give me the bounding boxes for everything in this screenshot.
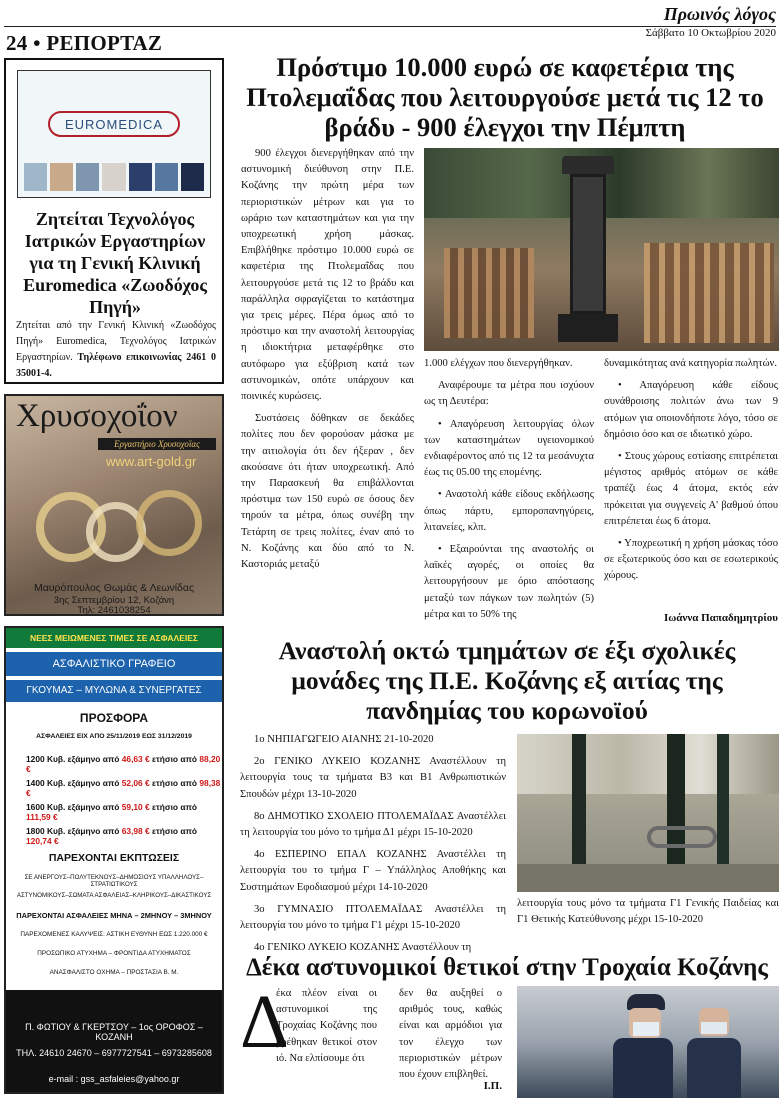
discount-line: ΣΕ ΑΝΕΡΓΟΥΣ–ΠΟΛΥΤΕΚΝΟΥΣ–ΔΗΜΟΣΙΟΥΣ ΥΠΑΛΛΗΛΟΥΣ–ΣΤΡΑΤΙΩΤΙΚΟΥΣ (24, 874, 204, 888)
contact-block (6, 990, 222, 1092)
euromedica-photo-strip (24, 163, 204, 191)
euromedica-heading: Ζητείται Τεχνολόγος Ιατρικών Εργαστηρίων για τη Γενική Κλινική Euromedica «Ζωοδόχος Πηγή» (23, 209, 207, 317)
price-row: 1400 Κυβ. εξάμηνο από 52,06 € ετήσιο από 98,38 € (26, 778, 221, 798)
cafe-photo (424, 148, 779, 351)
article2-continuation: λειτουργία τους μόνο τα τμήματα Γ1 Γενικής Παιδείας και Γ1 Θετικής Κατεύθυνσης μέχρι 15-10-2020 (517, 898, 779, 926)
jeweler-phone: Τηλ: 2461038254 (77, 605, 151, 616)
issue-date: Σάββατο 10 Οκτωβρίου 2020 (645, 27, 776, 39)
officer-figure (687, 1008, 741, 1098)
coverage-line: ΠΑΡΕΧΟΜΕΝΕΣ ΚΑΛΥΨΕΙΣ: ΑΣΤΙΚΗ ΕΥΘΥΝΗ ΕΩΣ 1.220.000 € (20, 931, 208, 938)
price-row: 1600 Κυβ. εξάμηνο από 59,10 € ετήσιο από 111,59 € (26, 802, 198, 822)
masthead: Πρωινός λόγος (663, 4, 776, 24)
chrysochoon-ad (4, 394, 224, 616)
insurance-office: ΑΣΦΑΛΙΣΤΙΚΟ ΓΡΑΦΕΙΟ (6, 652, 222, 676)
article1-col1: 900 έλεγχοι διενεργήθηκαν από την αστυνομική διεύθυνση στην Π.Ε. Κοζάνης την πρώτη μέρα των περιοριστικών μέτρων και για το ωράριο των καταστημάτων και για την υποχρεωτική χρήση μάσκας. Επιβλήθηκε πρόστιμο 10.000 ευρώ σε καφετέρια της Πτολεμαΐδας που λειτουργούσε μετά τις 12 το βράδυ και παράλληλα σφραγίζεται το κατάστημα για τρεις μέρες. Πέρα όμως από το πρόστιμο και την αναστολή λειτουργίας η ιδιοκτήτρια μεταφέρθηκε στο αυτόφωρο για εξύβριση κατά των αστυνομικών, οπότε υπάρχουν και ποινικές κυρώσεις. Συστάσεις δόθηκαν σε δεκάδες πολίτες που δεν φορούσαν μάσκα με την αιτιολογία ότι δεν ήξεραν , δεν ακούσανε ότι ήταν υποχρεωτική. Από την Παρασκευή θα επιβάλλονται πρόστιμα των 150 ευρώ σε όσους δεν τηρούν τα μέτρα, όπως συνέβη την Τετάρτη σε τρεις πολίτες, έναν από το Ν. Κοζάνης και δύο από το Ν. Καστοριάς μεταξύ (241, 148, 414, 571)
article3-dropcap: Δ (240, 980, 289, 1064)
office-phones: ΤΗΛ. 24610 24670 – 6977727541 – 6973285608 (16, 1048, 212, 1058)
article1-author: Ιωάννα Παπαδημητρίου (663, 612, 778, 624)
euromedica-logo-box (17, 70, 211, 198)
insurance-names: ΓΚΟΥΜΑΣ – ΜΥΛΩΝΑ & ΣΥΝΕΡΓΑΤΕΣ (6, 680, 222, 702)
patio-heater (562, 156, 614, 346)
article1-headline: Πρόστιμο 10.000 ευρώ σε καφετέρια της Πτολεμαΐδας που λειτουργούσε μετά τις 12 το βράδυ - 900 έλεγχοι την Πέμπτη (246, 52, 764, 142)
section-label: 24 • ΡΕΠΟΡΤΑΖ (6, 31, 163, 55)
article3-headline: Δέκα αστυνομικοί θετικοί στην Τροχαία Κοζάνης (246, 954, 768, 981)
jeweler-names: Μαυρόπουλος Θωμάς & Λεωνίδας (33, 582, 195, 594)
office-address: Π. ΦΩΤΙΟΥ & ΓΚΕΡΤΣΟΥ – 1ος ΟΡΟΦΟΣ – ΚΟΖΑΝΗ (25, 1022, 203, 1042)
brand-website: www.art-gold.gr (106, 454, 197, 469)
officer-figure (613, 994, 673, 1098)
article3-author: Ι.Π. (483, 1080, 502, 1092)
header-rule (4, 26, 776, 27)
euromedica-body: Ζητείται από την Γενική Κλινική «Ζωοδόχος Πηγή» Euromedica, Τεχνολόγος Ιατρικών Εργαστηρίων. Τηλέφωνο επικοινωνίας 2461 0 35001-4. (16, 320, 216, 379)
discounts-title: ΠΑΡΕΧΟΝΤΑΙ ΕΚΠΤΩΣΕΙΣ (48, 852, 180, 864)
insurance-ad (4, 626, 224, 1094)
price-row: 1800 Κυβ. εξάμηνο από 63,98 € ετήσιο από 120,74 € (26, 826, 198, 846)
coverage-line: ΑΝΑΣΦΑΛΙΣΤΟ ΟΧΗΜΑ – ΠΡΟΣΤΑΣΙΑ Β. Μ. (49, 969, 179, 976)
monthly-line: ΠΑΡΕΧΟΝΤΑΙ ΑΣΦΑΛΕΙΕΣ ΜΗΝΑ – 2ΜΗΝΟΥ – 3ΜΗΝΟΥ (16, 911, 212, 920)
price-row: 1200 Κυβ. εξάμηνο από 46,63 € ετήσιο από 88,20 € (26, 754, 221, 774)
rings-graphic (26, 482, 216, 582)
coverage-line: ΠΡΟΣΩΠΙΚΟ ΑΤΥΧΗΜΑ – ΦΡΟΝΤΙΔΑ ΑΤΥΧΗΜΑΤΟΣ (37, 950, 191, 957)
brand-name: Χρυσοχοΐον (16, 398, 178, 434)
office-email: e-mail : gss_asfaleies@yahoo.gr (48, 1074, 180, 1084)
euromedica-logo: EUROMEDICA (48, 111, 180, 137)
offer-period: ΑΣΦΑΛΕΙΕΣ ΕΙΧ ΑΠΟ 25/11/2019 ΕΩΣ 31/12/2019 (36, 733, 192, 740)
euromedica-ad (4, 58, 224, 384)
article3-col1-top: έκα πλέον είναι οι αστυνομικοί της Τροχαίας Κοζάνης που βρέθηκαν θετικοί στον ιό. Να ελπίσουμε ότι (276, 988, 377, 1064)
brand-subtitle: Εργαστήριο Χρυσοχοΐας (98, 438, 216, 450)
insurance-banner: ΝΕΕΣ ΜΕΙΩΜΕΝΕΣ ΤΙΜΕΣ ΣΕ ΑΣΦΑΛΕΙΕΣ (6, 628, 222, 648)
discount-line: ΑΣΤΥΝΟΜΙΚΟΥΣ–ΣΩΜΑΤΑ ΑΣΦΑΛΕΙΑΣ–ΚΛΗΡΙΚΟΥΣ–ΔΙΚΑΣΤΙΚΟΥΣ (16, 892, 212, 899)
offer-title: ΠΡΟΣΦΟΡΑ (79, 711, 149, 725)
article1-col2: 1.000 ελέγχων που διενεργήθηκαν. Αναφέρουμε τα μέτρα που ισχύουν ως τη Δευτέρα: • Απαγόρευση λειτουργίας όλων των καταστημάτων υγειονομικού ενδιαφέροντος από τις 12 τα μεσάνυχτα έως τις 05.00 της επομένης. • Αναστολή κάθε είδους εκδήλωσης όπως πάρτυ, εμποροπανηγύρεις, λιτανείες, κλπ. • Εξαιρούνται της αναστολής οι λαϊκές αγορές, οι οποίες θα λειτουργήσουν με όριο απόστασης μεταξύ των πάγκων των πωλητών (5) μέτρα και το 50% της (424, 358, 594, 620)
school-gate-photo (517, 734, 779, 892)
article1-col3: δυναμικότητας ανά κατηγορία πωλητών. • Απαγόρευση κάθε είδους συνάθροισης πολιτών άνω των 9 ατόμων για οποιονδήποτε λόγο, τόσο σε δημόσιο όσο και σε ιδιωτικό χώρο. • Στους χώρους εστίασης επιτρέπεται μέγιστος αριθμός ατόμων σε κάθε τραπέζι έως 4 άτομα, εκτός εάν πρόκειται για συγγενείς Α' βαθμού όπου επιτρέπεται έως 6 άτομα. • Υποχρεωτική η χρήση μάσκας τόσο σε εξωτερικούς όσο και σε εσωτερικούς χώρους. (604, 358, 778, 582)
police-photo (517, 986, 779, 1098)
article2-headline: Αναστολή οκτώ τμημάτων σε έξι σχολικές μονάδες της Π.Ε. Κοζάνης εξ αιτίας της πανδημίας του κορωνοϊού (278, 636, 736, 725)
chain-lock (647, 826, 717, 848)
jeweler-address: 3ης Σεπτεμβρίου 12, Κοζάνη (53, 595, 175, 606)
article2-list: 1ο ΝΗΠΙΑΓΩΓΕΙΟ ΑΙΑΝΗΣ 21-10-2020 2ο ΓΕΝΙΚΟ ΛΥΚΕΙΟ ΚΟΖΑΝΗΣ Αναστέλλουν τη λειτουργία τους τα τμήματα Β3 και Β1 Ανθρωπιστικών Σπουδών μέχρι 13-10-2020 8ο ΔΗΜΟΤΙΚΟ ΣΧΟΛΕΙΟ ΠΤΟΛΕΜΑΪΔΑΣ Αναστέλλει τη λειτουργία του μόνο το τμήμα Δ1 μέχρι 15-10-2020 4ο ΕΣΠΕΡΙΝΟ ΕΠΑΛ ΚΟΖΑΝΗΣ Αναστέλλει τη λειτουργία του το τμήμα Γ – Υπάλληλος Αποθήκης και Συστημάτων Εφοδιασμού μέχρι 14-10-2020 3ο ΓΥΜΝΑΣΙΟ ΠΤΟΛΕΜΑΪΔΑΣ Αναστέλλει τη λειτουργία του μόνο το τμήμα Γ1 μέχρι 15-10-2020 4ο ΓΕΝΙΚΟ ΛΥΚΕΙΟ ΚΟΖΑΝΗΣ Αναστέλλουν τη (240, 734, 506, 954)
article3-col2: δεν θα αυξηθεί ο αριθμός τους, καθώς είναι και αρμόδιοι για τον έλεγχο των περιοριστικών μέτρων που έχουν επιβληθεί. (399, 988, 502, 1081)
